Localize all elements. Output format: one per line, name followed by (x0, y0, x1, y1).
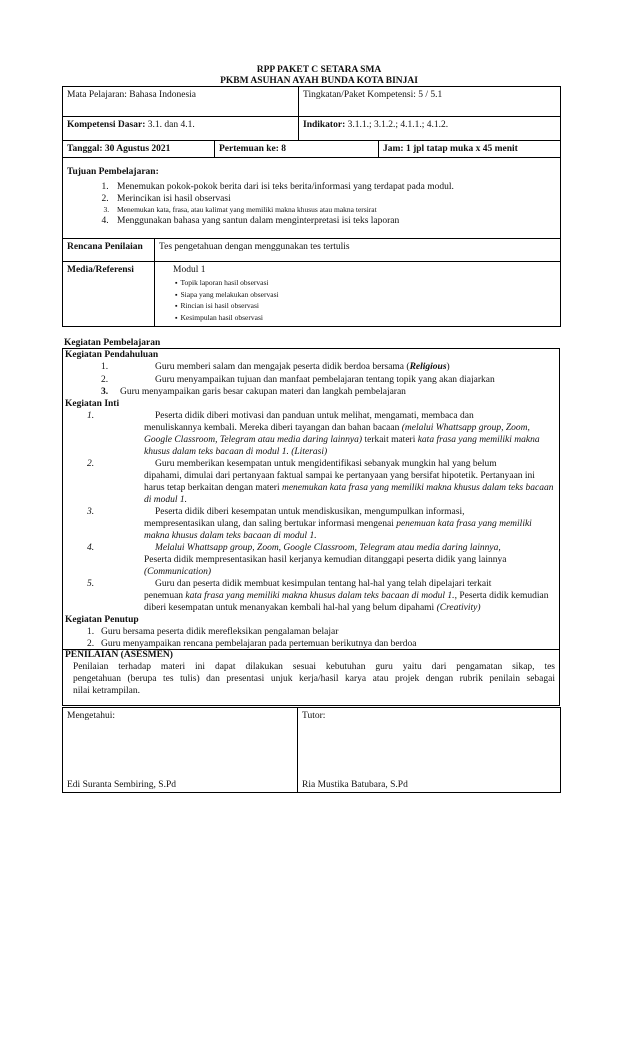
indikator-cell: Indikator: 3.1.1.; 3.1.2.; 4.1.1.; 4.1.2. (299, 117, 561, 141)
item-number: 2. (101, 375, 109, 385)
media-item: ▪ Topik laporan hasil observasi (175, 277, 556, 289)
penutup-label: Kegiatan Penutup (65, 615, 139, 625)
item-number: 1. (101, 362, 109, 372)
tujuan-item: 4. Menggunakan bahasa yang santun dalam menginterpretasi isi teks laporan (111, 215, 556, 227)
inti-line: dipahami, dimulai dari pertanyaan faktual sampai ke pertanyaan yang bersifat hipotetik. Pertanyaan ini (144, 471, 535, 481)
inti-line: makna khusus dalam teks bacaan di modul 1. (144, 531, 317, 541)
asesmen-line: pengetahuan (berupa tes tulis) dan presentasi unjuk kerja/hasil karya atau projek dengan rubrik penilain sebagai (73, 674, 555, 684)
inti-line: Melalui Whattsapp group, Zoom, Google Classroom, Telegram atau media daring lainnya, (155, 543, 501, 553)
item-number: 4. (87, 543, 95, 553)
tingkatan-cell: Tingkatan/Paket Kompetensi: 5 / 5.1 (299, 87, 561, 117)
kompetensi-dasar-cell: Kompetensi Dasar: 3.1. dan 4.1. (63, 117, 299, 141)
penutup-item: Guru menyampaikan rencana pembelajaran pada pertemuan berikutnya dan berdoa (101, 639, 417, 649)
kegiatan-title: Kegiatan Pembelajaran (64, 338, 161, 348)
tutor-cell (298, 708, 561, 793)
tanggal-cell: Tanggal: 30 Agustus 2021 (63, 141, 215, 158)
item-number: 2. (87, 459, 95, 469)
asesmen-label: PENILAIAN (ASESMEN) (65, 650, 173, 660)
media-item: ▪ Siapa yang melakukan observasi (175, 289, 556, 301)
inti-line: khusus dalam teks bacaan di modul 1. (Literasi) (144, 447, 328, 457)
media-label: Media/Referensi (63, 262, 155, 327)
penutup-item: Guru bersama peserta didik merefleksikan pengalaman belajar (101, 627, 339, 637)
mengetahui-label: Mengetahui: (67, 711, 116, 721)
item-number: 3. (101, 387, 109, 397)
inti-line: Google Classroom, Telegram atau media daring lainnya) terkait materi kata frasa yang memiliki makna (144, 435, 540, 445)
media-item: ▪ Kesimpulan hasil observasi (175, 312, 556, 324)
pendahuluan-label: Kegiatan Pendahuluan (65, 350, 159, 360)
inti-line: (Communication) (144, 567, 212, 577)
pertemuan-cell: Pertemuan ke: 8 (215, 141, 379, 158)
tujuan-list (67, 181, 556, 228)
rpp-info-table (62, 86, 561, 327)
media-cell (155, 262, 561, 327)
item-number: 3. (87, 507, 95, 517)
jam-cell: Jam: 1 jpl tatap muka x 45 menit (379, 141, 561, 158)
inti-line: Peserta didik diberi kesempatan untuk mendiskusikan, mengumpulkan informasi, (155, 507, 465, 517)
tujuan-cell (63, 158, 561, 239)
inti-label: Kegiatan Inti (65, 399, 120, 409)
inti-line: Peserta didik mempresentasikan hasil kerjanya kemudian ditanggapi peserta didik yang lainnya (144, 555, 507, 565)
kegiatan-box (62, 348, 560, 706)
mapel-cell: Mata Pelajaran: Bahasa Indonesia (63, 87, 299, 117)
inti-line: diberi kesempatan untuk menanyakan kembali hal-hal yang belum dipahami (Creativity) (144, 603, 481, 613)
inti-line: Guru dan peserta didik membuat kesimpulan tentang hal-hal yang telah dipelajari terkait (155, 579, 492, 589)
modul-label: Modul 1 (173, 265, 206, 276)
asesmen-line: nilai ketrampilan. (73, 686, 141, 696)
inti-line: mempresentasikan ulang, dan saling bertukar informasi mengenai penemuan kata frasa yang memiliki (144, 519, 532, 529)
tutor-name: Ria Mustika Batubara, S.Pd (302, 779, 408, 790)
item-number: 2. (87, 639, 95, 649)
inti-line: di modul 1. (144, 495, 188, 505)
tujuan-label: Tujuan Pembelajaran: (67, 167, 159, 178)
mengetahui-cell (63, 708, 298, 793)
item-number: 1. (87, 627, 95, 637)
tutor-label: Tutor: (302, 711, 326, 721)
document-title: RPP PAKET C SETARA SMA (256, 65, 382, 75)
item-number: 5. (87, 579, 95, 589)
penilaian-label: Rencana Penilaian (63, 239, 155, 262)
inti-line: Peserta didik diberi motivasi dan panduan untuk melihat, mengamati, membaca dan (155, 411, 474, 421)
mengetahui-name: Edi Suranta Sembiring, S.Pd (67, 779, 176, 790)
inti-line: Guru memberikan kesempatan untuk mengidentifikasi sebanyak mungkin hal yang belum (155, 459, 497, 469)
pendahuluan-item: Guru menyampaikan garis besar cakupan materi dan langkah pembelajaran (120, 387, 406, 397)
pendahuluan-item: Guru menyampaikan tujuan dan manfaat pembelajaran tentang topik yang akan diajarkan (155, 375, 495, 385)
asesmen-line: Penilaian terhadap materi ini dapat dilakukan sesuai kebutuhan guru yaitu dari pengamatan sikap, tes (73, 662, 555, 672)
pendahuluan-item: Guru memberi salam dan mengajak peserta didik berdoa bersama (Religious) (155, 362, 450, 372)
inti-line: harus tetap berkaitan dengan materi menemukan kata frasa yang memiliki makna khusus dalam teks bacaan (144, 483, 554, 493)
signature-table (62, 707, 561, 793)
tujuan-item: 3. Menemukan kata, frasa, atau kalimat yang memiliki makna khusus atau makna tersirat (111, 205, 556, 215)
item-number: 1. (87, 411, 95, 421)
inti-line: penemuan kata frasa yang memiliki makna khusus dalam teks bacaan di modul 1., Peserta didik kemudian (144, 591, 549, 601)
media-item: ▪ Rincian isi hasil observasi (175, 300, 556, 312)
media-list (159, 277, 556, 324)
tujuan-item: 2. Merincikan isi hasil observasi (111, 193, 556, 205)
document-subtitle: PKBM ASUHAN AYAH BUNDA KOTA BINJAI (220, 76, 418, 86)
penilaian-value: Tes pengetahuan dengan menggunakan tes tertulis (155, 239, 561, 262)
inti-line: menuliskannya kembali. Mereka diberi tayangan dan bahan bacaan (melalui Whattsapp group, Zoom, (144, 423, 530, 433)
tujuan-item: 1. Menemukan pokok-pokok berita dari isi teks berita/informasi yang terdapat pada modul. (111, 181, 556, 193)
